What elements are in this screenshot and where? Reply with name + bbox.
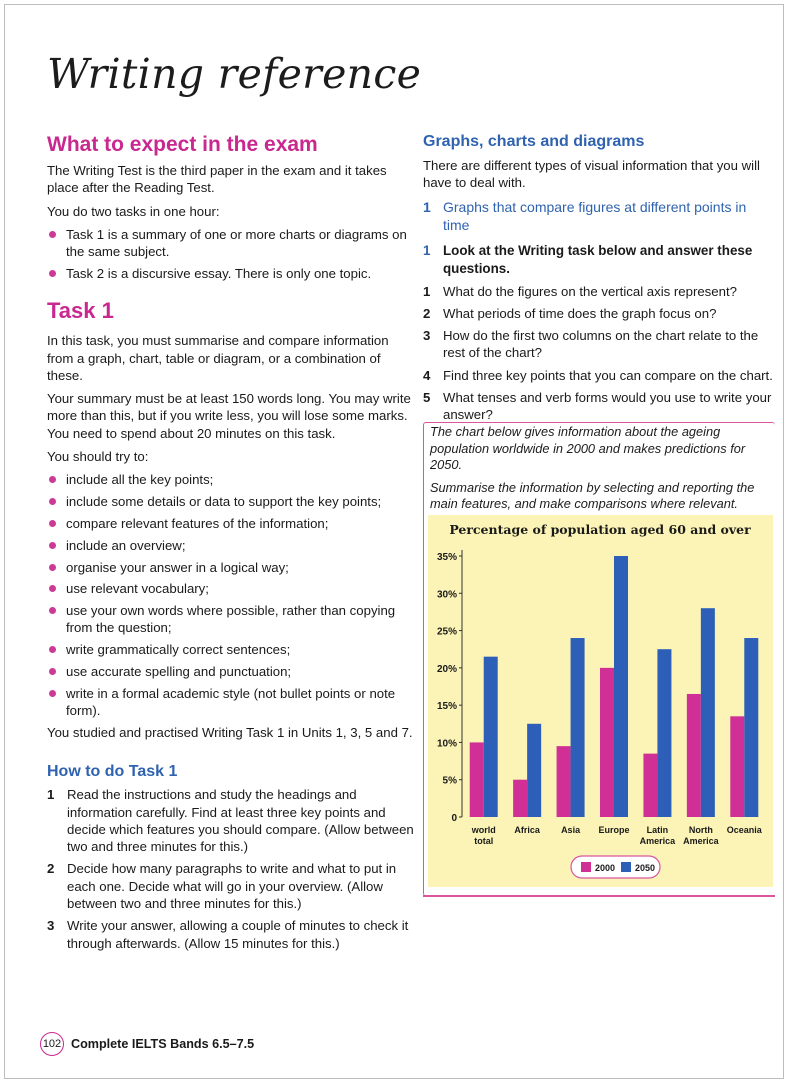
- y-tick-label: 30%: [436, 589, 457, 601]
- y-tick-label: 35%: [436, 552, 457, 563]
- tasks-list: [47, 226, 415, 282]
- heading-how-to-do-task-1: How to do Task 1: [47, 763, 178, 781]
- step-item: 3 Write your answer, allowing a couple of minutes to check it through afterwards. (Allow 15 minutes for this.): [47, 918, 409, 951]
- right-column: [423, 133, 775, 429]
- heading-what-to-expect: What to expect in the exam: [47, 133, 318, 156]
- bar-2050: [484, 657, 498, 817]
- x-tick-label: America: [683, 836, 719, 846]
- task-box-border: [423, 895, 775, 897]
- bar-2050: [701, 608, 715, 817]
- y-tick-label: 25%: [436, 626, 457, 638]
- heading-task-1: Task 1: [47, 298, 114, 324]
- list-item: use accurate spelling and punctuation;: [47, 663, 415, 680]
- book-title: Complete IELTS Bands 6.5–7.5: [71, 1037, 255, 1051]
- footer: [40, 1032, 254, 1056]
- x-tick-label: Oceania: [726, 825, 762, 835]
- step-item: 1 Read the instructions and study the headings and information carefully. Find at least three key points and decide which features you should compare. (Allow between two and three minutes for this.): [47, 787, 414, 855]
- bar-2000: [513, 780, 527, 817]
- page-number: 102: [40, 1032, 64, 1056]
- bar-2050: [744, 638, 758, 817]
- questions-list: [423, 283, 775, 424]
- bar-2000: [557, 746, 571, 817]
- list-item: include some details or data to support the key points;: [47, 493, 415, 510]
- exercise-instruction: 1 Look at the Writing task below and answer these questions.: [423, 242, 753, 276]
- bar-2000: [730, 716, 744, 817]
- bar-2000: [687, 694, 701, 817]
- bullet-icon: [49, 668, 56, 675]
- list-item: include all the key points;: [47, 471, 415, 488]
- question-item: 2 What periods of time does the graph focus on?: [423, 305, 717, 321]
- bar-chart: [428, 515, 773, 887]
- task-prompt-1: The chart below gives information about the ageing population worldwide in 2000 and makes predictions for 2050.: [430, 424, 746, 472]
- legend-swatch: [621, 862, 631, 872]
- y-tick-label: 15%: [436, 701, 457, 713]
- bullet-icon: [49, 646, 56, 653]
- y-tick-label: 20%: [436, 663, 457, 675]
- y-tick-label: 5%: [442, 775, 457, 787]
- bullet-icon: [49, 520, 56, 527]
- question-item: 4 Find three key points that you can compare on the chart.: [423, 367, 773, 383]
- bar-2000: [643, 754, 657, 817]
- list-item: Task 1 is a summary of one or more charts or diagrams on the same subject.: [47, 226, 415, 261]
- bar-2000: [600, 668, 614, 817]
- x-tick-label: total: [474, 836, 494, 846]
- intro-paragraph: The Writing Test is the third paper in the exam and it takes place after the Reading Test.: [47, 163, 387, 196]
- bullet-icon: [49, 476, 56, 483]
- task-prompt-2: Summarise the information by selecting and reporting the main features, and make comparisons where relevant.: [430, 479, 755, 511]
- bar-2050: [614, 556, 628, 817]
- x-tick-label: North: [688, 825, 713, 835]
- bar-2000: [470, 742, 484, 817]
- chart-container: [428, 515, 773, 887]
- bullet-icon: [49, 498, 56, 505]
- question-item: 1 What do the figures on the vertical axis represent?: [423, 283, 737, 299]
- list-item: use relevant vocabulary;: [47, 580, 415, 597]
- task1-paragraph: You should try to:: [47, 449, 149, 465]
- section-heading: 1 Graphs that compare figures at different points in time: [423, 198, 747, 233]
- x-tick-label: America: [639, 836, 676, 846]
- task1-paragraph: You studied and practised Writing Task 1 in Units 1, 3, 5 and 7.: [47, 724, 413, 740]
- bar-2050: [571, 638, 585, 817]
- question-item: 3 How do the first two columns on the chart relate to the rest of the chart?: [423, 328, 759, 361]
- bullet-icon: [49, 231, 56, 238]
- x-tick-label: world: [471, 825, 496, 835]
- list-item: include an overview;: [47, 537, 415, 554]
- bullet-icon: [49, 690, 56, 697]
- list-item: compare relevant features of the information;: [47, 515, 415, 532]
- list-item: organise your answer in a logical way;: [47, 559, 415, 576]
- bullet-icon: [49, 585, 56, 592]
- x-tick-label: Latin: [646, 825, 669, 835]
- step-item: 2 Decide how many paragraphs to write and what to put in each one. Decide what will go in your overview. (Allow between two and three minutes for this.): [47, 861, 397, 911]
- list-item: Task 2 is a discursive essay. There is only one topic.: [47, 265, 415, 282]
- x-tick-label: Africa: [514, 825, 540, 835]
- bullet-icon: [49, 564, 56, 571]
- x-tick-label: Europe: [598, 825, 630, 835]
- list-item: write in a formal academic style (not bullet points or note form).: [47, 685, 415, 720]
- bullet-icon: [49, 542, 56, 549]
- left-column: [47, 133, 415, 957]
- y-tick-label: 10%: [436, 738, 457, 750]
- task1-paragraph: Your summary must be at least 150 words long. You may write more than this, but if you write less, you will lose some marks. You need to spend about 20 minutes on this task.: [47, 391, 411, 441]
- bullet-icon: [49, 607, 56, 614]
- task1-paragraph: In this task, you must summarise and compare information from a graph, chart, table or diagram, or a combination of these.: [47, 333, 389, 383]
- try-list: [47, 471, 415, 719]
- bullet-icon: [49, 270, 56, 277]
- steps-list: [47, 786, 415, 952]
- graphs-intro: There are different types of visual information that you will have to deal with.: [423, 158, 760, 191]
- list-item: write grammatically correct sentences;: [47, 641, 415, 658]
- list-item: use your own words where possible, rather than copying from the question;: [47, 602, 415, 637]
- x-tick-label: Asia: [561, 825, 581, 835]
- y-tick-label: 0: [451, 813, 457, 824]
- intro-paragraph-2: You do two tasks in one hour:: [47, 203, 220, 219]
- task-prompt: [430, 424, 770, 519]
- question-item: 5 What tenses and verb forms would you use to write your answer?: [423, 390, 772, 423]
- legend-label: 2000: [595, 863, 616, 873]
- bar-2050: [657, 649, 671, 817]
- legend-label: 2050: [635, 863, 656, 873]
- page-title: Writing reference: [47, 50, 422, 98]
- bar-2050: [527, 724, 541, 817]
- legend-swatch: [581, 862, 591, 872]
- heading-graphs-charts: Graphs, charts and diagrams: [423, 133, 645, 150]
- chart-title: Percentage of population aged 60 and over: [449, 522, 751, 537]
